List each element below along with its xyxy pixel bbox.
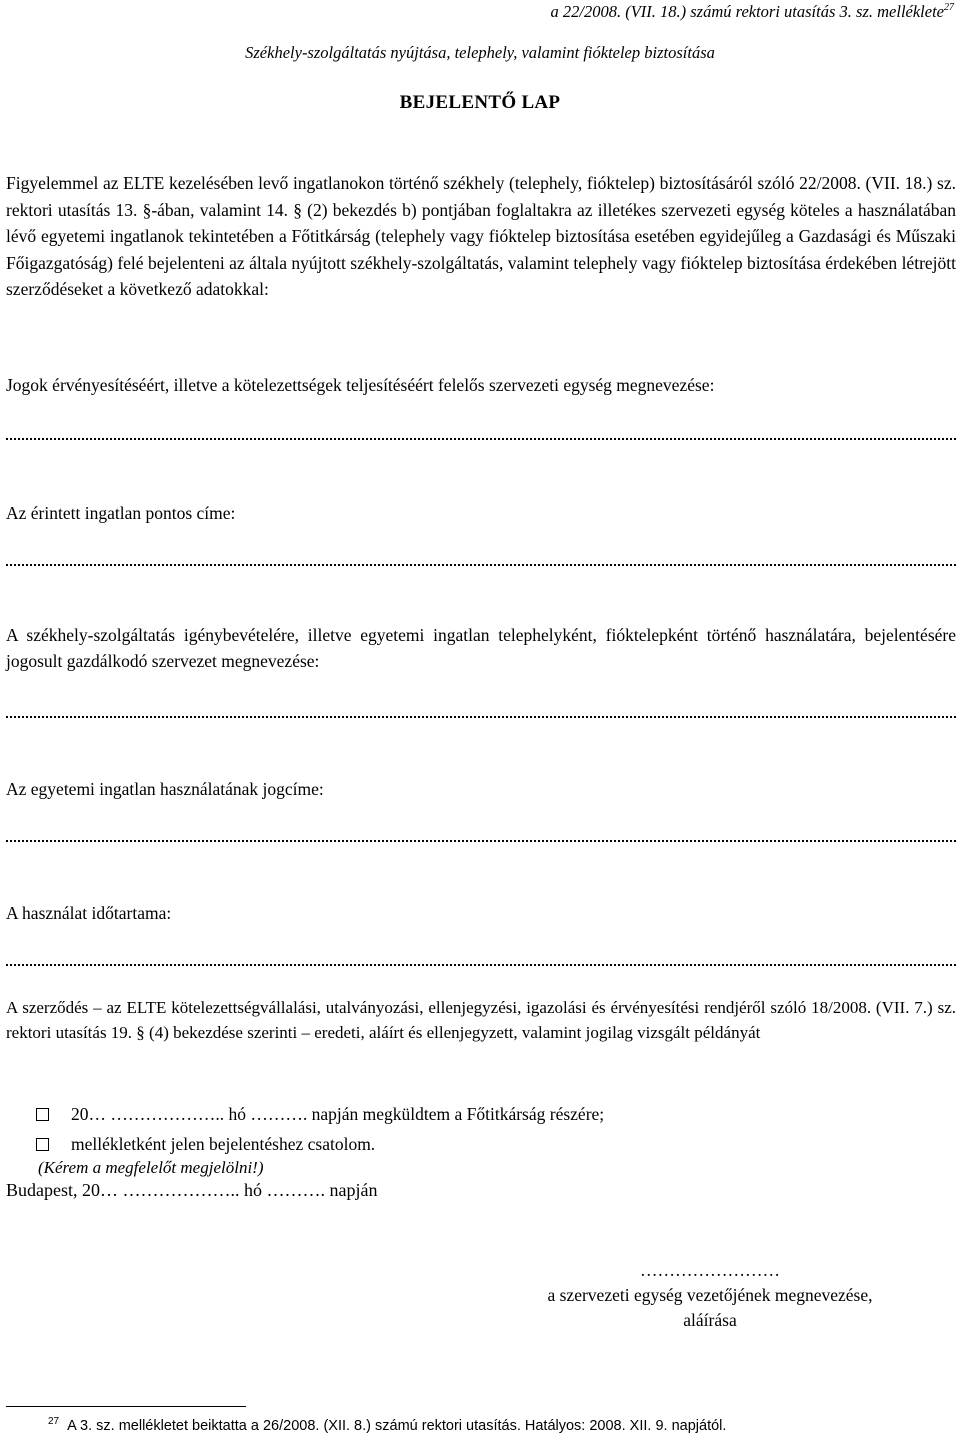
field-label-business-entity: A székhely-szolgáltatás igénybevételére, illetve egyetemi ingatlan telephelyként, fióktelepként történő használatára, bejelentésére jogosult gazdálkodó szervezet megnevezése: (6, 625, 956, 671)
signature-line2: aláírása (683, 1310, 737, 1330)
footnote-number: 27 (48, 1416, 60, 1427)
field-label-property-address: Az érintett ingatlan pontos címe: (6, 503, 236, 523)
options-note: (Kérem a megfelelőt megjelölni!) (38, 1158, 264, 1177)
signature-line1: a szervezeti egység vezetőjének megnevezése, (547, 1285, 873, 1305)
page-title: BEJELENTŐ LAP (399, 92, 561, 113)
header-reference-text: a 22/2008. (VII. 18.) számú rektori utasítás 3. sz. melléklete (550, 2, 944, 21)
footnote-text: A 3. sz. mellékletet beiktatta a 26/2008. (XII. 8.) számú rektori utasítás. Hatályos: 2008. XII. 9. napjától. (67, 1418, 727, 1434)
signature-dots: …………………… (640, 1260, 780, 1280)
option-attached-label: mellékletként jelen bejelentéshez csatolom. (71, 1134, 376, 1154)
field-line-business-entity[interactable] (6, 710, 956, 718)
field-label-legal-title: Az egyetemi ingatlan használatának jogcíme: (6, 779, 324, 799)
header-reference (550, 2, 954, 22)
intro-text: Figyelemmel az ELTE kezelésében levő ingatlanokon történő székhely (telephely, fióktelep) biztosításáról szóló 22/2008. (VII. 18.) sz. rektori utasítás 13. §-ában, valamint 14. § (2) bekezdés b) pontjában foglaltakra az illetékes szervezeti egység köteles a használatában lévő egyetemi ingatlanok tekintetében a Főtitkárság (telephely vagy fióktelep biztosítása esetében egyidejűleg a Gazdasági és Műszaki Főigazgatóság) felé bejelenteni az általa nyújtott székhely-szolgáltatás, valamint telephely vagy fióktelep biztosítása érdekében létrejött szerződéseket a következő adatokkal: (6, 173, 956, 299)
field-line-legal-title[interactable] (6, 834, 956, 842)
footnote-marker: 27 (944, 2, 954, 13)
option-sent[interactable] (36, 1102, 604, 1126)
checkbox-sent[interactable] (36, 1108, 49, 1121)
field-line-duration[interactable] (6, 958, 956, 966)
field-line-responsible-unit[interactable] (6, 432, 956, 440)
field-line-property-address[interactable] (6, 558, 956, 566)
option-attached[interactable] (36, 1132, 375, 1156)
footnote-rule (6, 1406, 246, 1407)
intro-paragraph (6, 170, 956, 303)
field-label-responsible-unit: Jogok érvényesítéséért, illetve a kötelezettségek teljesítéséért felelős szervezeti egység megnevezése: (6, 375, 715, 395)
contract-paragraph: A szerződés – az ELTE kötelezettségvállalási, utalványozási, ellenjegyzési, igazolási és érvényesítési rendjéről szóló 18/2008. (VII. 7.) sz. rektori utasítás 19. § (4) bekezdése szerinti – eredeti, aláírt és ellenjegyzett, valamint jogilag vizsgált példányát (6, 998, 956, 1042)
footnote (48, 1416, 726, 1434)
field-label-duration: A használat időtartama: (6, 903, 172, 923)
signature-block (480, 1258, 940, 1333)
option-sent-label: 20… ……………….. hó ………. napján megküldtem a Főtitkárság részére; (71, 1104, 605, 1124)
checkbox-attached[interactable] (36, 1138, 49, 1151)
place-date: Budapest, 20… ……………….. hó ………. napján (6, 1180, 378, 1200)
header-subtitle: Székhely-szolgáltatás nyújtása, telephely, valamint fióktelep biztosítása (245, 43, 715, 62)
